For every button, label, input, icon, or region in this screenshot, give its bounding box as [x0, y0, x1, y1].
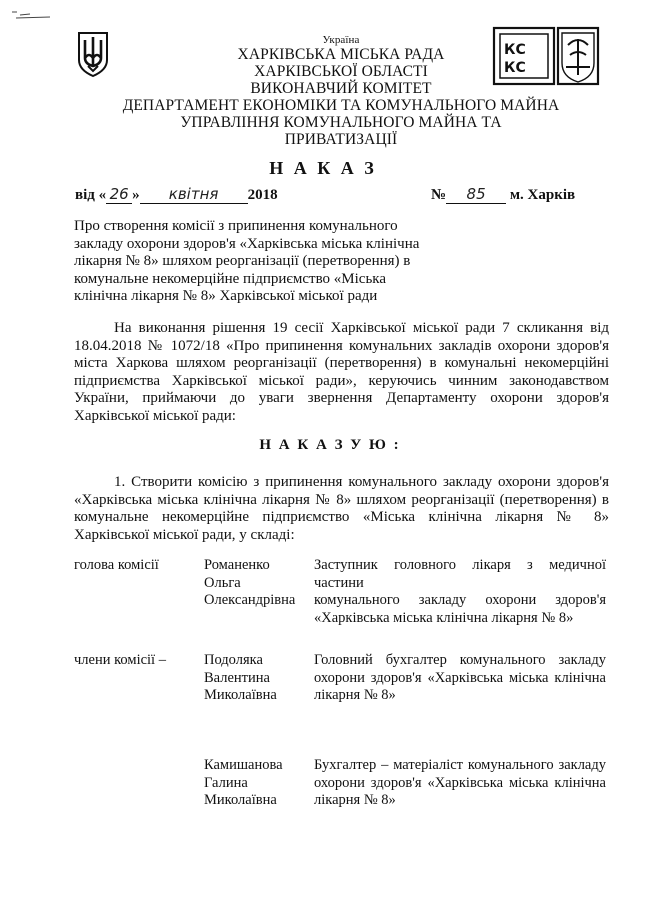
position-line: Бухгалтер – матеріаліст комунального закладу — [314, 757, 606, 773]
preamble-line: підприємства Харківської міської ради», керуючись чинним законодавством — [74, 372, 609, 389]
position-line: охорони здоров'я «Харківська міська клінічна — [314, 774, 606, 791]
member-role: голова комісії — [74, 557, 159, 573]
subject-line: лікарня № 8» шляхом реорганізації (перетворення) в — [74, 253, 411, 269]
item-1-line: Харківської міської ради, у складі: — [74, 526, 295, 543]
position-line: лікарня № 8» — [314, 687, 396, 703]
date-year: 2018 — [247, 187, 278, 203]
document-date — [75, 185, 315, 205]
member-first-name: Галина — [204, 774, 248, 791]
position-line: «Харківська міська клінічна лікарня № 8» — [314, 609, 574, 626]
office-name-line1: УПРАВЛІННЯ КОМУНАЛЬНОГО МАЙНА ТА — [180, 114, 502, 131]
region-name: ХАРКІВСЬКОЇ ОБЛАСТІ — [254, 63, 428, 80]
member-name — [204, 652, 309, 705]
subject-line: Про створення комісії з припинення комунального — [74, 218, 398, 234]
preamble-line: України, приймаючи до уваги звернення Департаменту охорони здоров'я — [74, 390, 609, 407]
member-position — [314, 652, 606, 705]
country-label: Україна — [322, 34, 360, 46]
office-name-line2: ПРИВАТИЗАЦІЇ — [284, 131, 398, 148]
item-1-paragraph — [74, 474, 609, 544]
member-first-name: Валентина — [204, 669, 270, 686]
member-first-name: Ольга — [204, 574, 241, 591]
member-surname: Романенко — [204, 557, 270, 573]
preamble-line: Харківської міської ради: — [74, 407, 236, 424]
subject-line: закладу охорони здоров'я «Харківська міська клінічна — [74, 235, 420, 252]
item-1-line: комунальне некомерційне підприємство «Міська клінічна лікарня № 8» — [74, 509, 609, 526]
svg-text:КС: КС — [504, 60, 526, 76]
member-surname: Подоляка — [204, 652, 263, 668]
subject-line: комунальне некомерційне підприємство «Міська — [74, 270, 387, 287]
date-mid: » — [132, 187, 140, 203]
order-heading: Н А К А З У Ю : — [259, 437, 401, 453]
subject-line: клінічна лікарня № 8» Харківської міської ради — [74, 288, 378, 304]
document-title: Н А К А З — [269, 158, 377, 178]
member-patronymic: Олександрівна — [204, 592, 296, 608]
committee-name: ВИКОНАВЧИЙ КОМІТЕТ — [250, 80, 432, 97]
preamble-line: На виконання рішення 19 сесії Харківської міської ради 7 скликання від — [114, 320, 609, 336]
member-patronymic: Миколаївна — [204, 792, 277, 808]
preamble-line: міста Харкова шляхом реорганізації (перетворення) в комунальні некомерційні — [74, 355, 609, 372]
preamble-line: 18.04.2018 № 1072/18 «Про припинення комунальних закладів охорони здоров'я — [74, 337, 609, 354]
item-1-line: «Харківська міська клінічна лікарня № 8» шляхом реорганізації (перетворення) в — [74, 491, 609, 508]
subject-block — [74, 218, 434, 306]
date-month: квітня — [140, 185, 248, 204]
member-role: члени комісії – — [74, 652, 166, 668]
department-name: ДЕПАРТАМЕНТ ЕКОНОМІКИ ТА КОМУНАЛЬНОГО МАЙНА — [122, 97, 560, 114]
member-patronymic: Миколаївна — [204, 687, 277, 703]
preamble-paragraph — [74, 320, 609, 426]
document-number — [431, 185, 601, 205]
council-name: ХАРКІВСЬКА МІСЬКА РАДА — [237, 46, 445, 63]
number-prefix: № — [431, 187, 447, 203]
position-line: комунального закладу охорони здоров'я — [314, 592, 606, 608]
member-position — [314, 557, 606, 627]
member-name — [204, 557, 309, 610]
scan-artifact — [10, 8, 52, 20]
position-line: охорони здоров'я «Харківська міська клінічна — [314, 669, 606, 686]
date-prefix: від « — [75, 187, 107, 203]
number-value: 85 — [446, 185, 506, 204]
member-position — [314, 757, 606, 810]
svg-text:КС: КС — [504, 42, 526, 58]
position-line: Головний бухгалтер комунального закладу — [314, 652, 606, 668]
member-name — [204, 757, 309, 810]
member-surname: Камишанова — [204, 757, 283, 773]
item-1-line: 1. Створити комісію з припинення комунального закладу охорони здоров'я — [114, 474, 609, 490]
position-line: Заступник головного лікаря з медичної частини — [314, 557, 606, 591]
position-line: лікарня № 8» — [314, 792, 396, 808]
city-name: м. Харків — [509, 187, 576, 203]
date-day: 26 — [106, 185, 132, 204]
